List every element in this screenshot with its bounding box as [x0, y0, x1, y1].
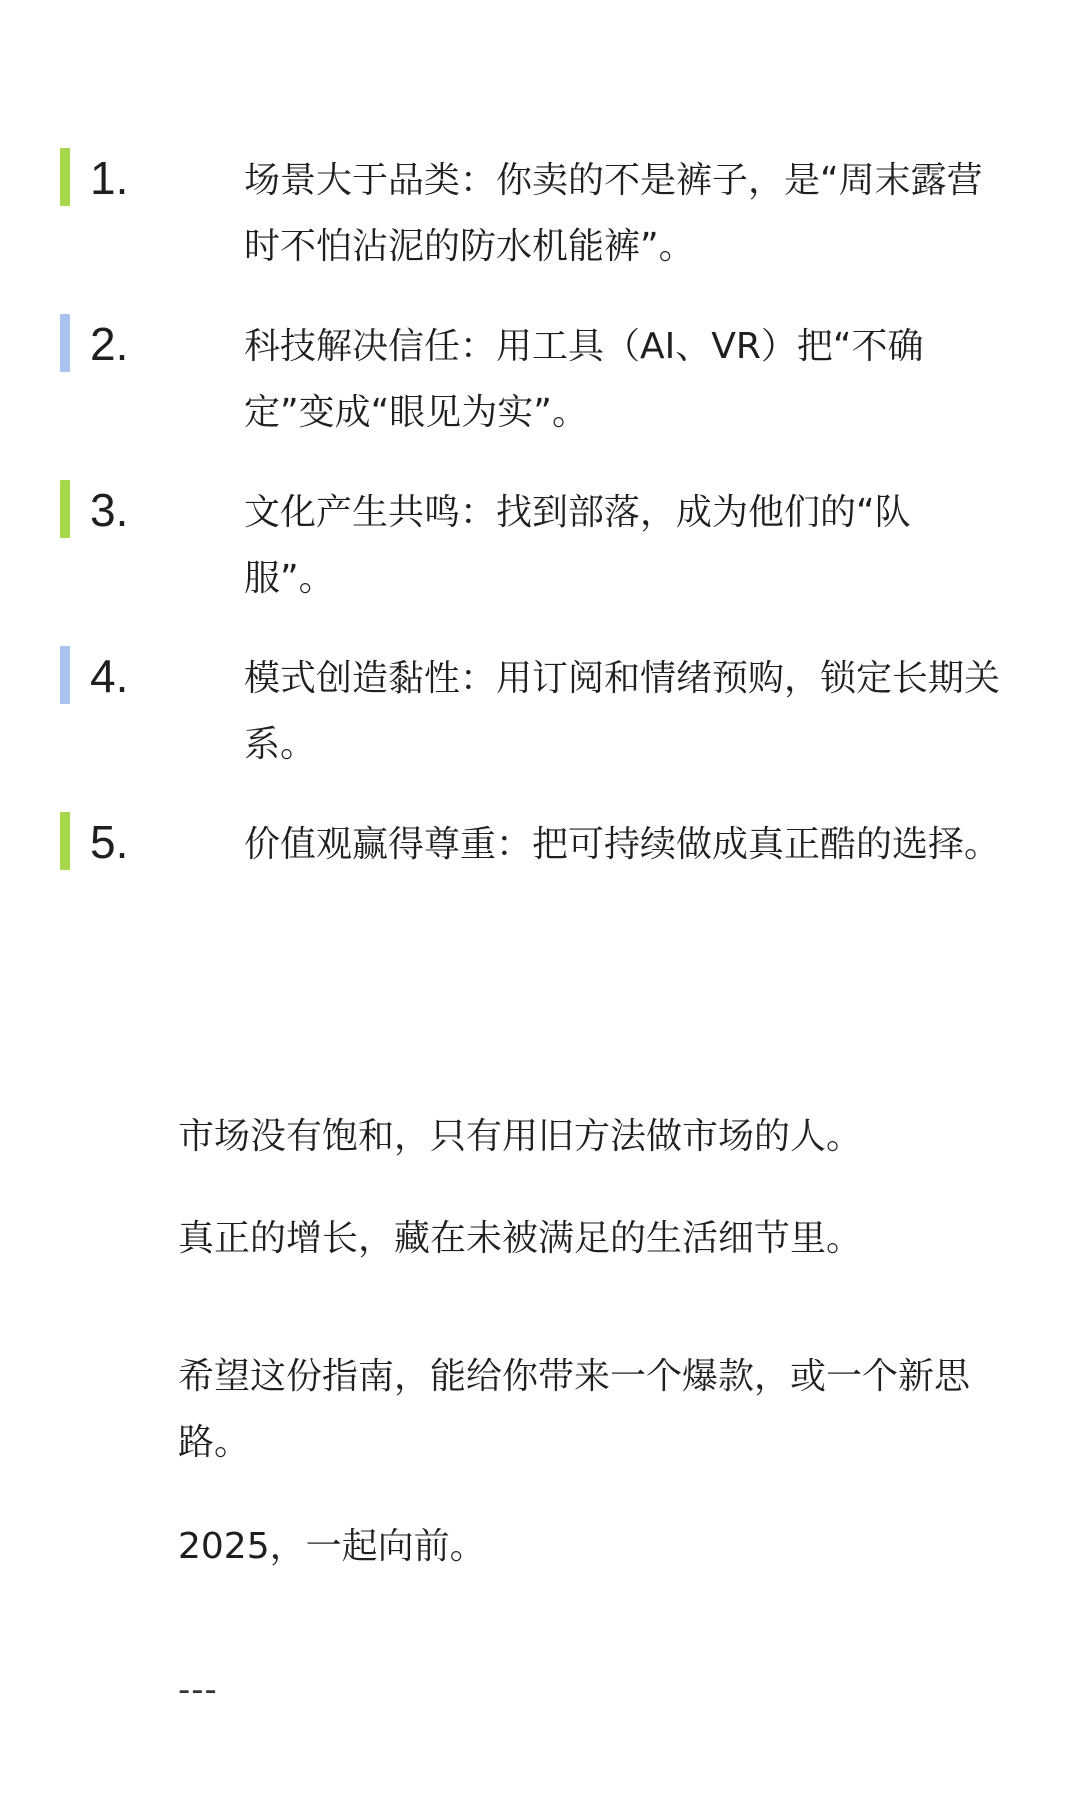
- paragraph: 2025，一起向前。: [178, 1526, 486, 1567]
- item-text: 价值观赢得尊重：把可持续做成真正酷的选择。: [244, 824, 1001, 865]
- paragraph: 真正的增长，藏在未被满足的生活细节里。: [178, 1218, 863, 1259]
- green-accent-bar: [60, 812, 70, 870]
- divider: ---: [178, 1670, 218, 1710]
- blue-accent-bar: [60, 646, 70, 704]
- item-number: 5.: [90, 816, 129, 868]
- item-text: 场景大于品类：你卖的不是裤子，是“周末露营时不怕沾泥的防水机能裤”。: [244, 160, 983, 267]
- item-text: 科技解决信任：用工具（AI、VR）把“不确定”变成“眼见为实”。: [244, 326, 924, 433]
- item-text: 模式创造黏性：用订阅和情绪预购，锁定长期关系。: [244, 658, 1001, 765]
- green-accent-bar: [60, 148, 70, 206]
- paragraph: 希望这份指南，能给你带来一个爆款，或一个新思路。: [178, 1356, 971, 1463]
- item-number: 2.: [90, 318, 129, 370]
- blue-accent-bar: [60, 314, 70, 372]
- item-number: 4.: [90, 650, 129, 702]
- item-text: 文化产生共鸣：找到部落，成为他们的“队服”。: [244, 492, 911, 599]
- item-number: 3.: [90, 484, 129, 536]
- green-accent-bar: [60, 480, 70, 538]
- item-number: 1.: [90, 152, 129, 204]
- paragraph: 市场没有饱和，只有用旧方法做市场的人。: [178, 1116, 863, 1157]
